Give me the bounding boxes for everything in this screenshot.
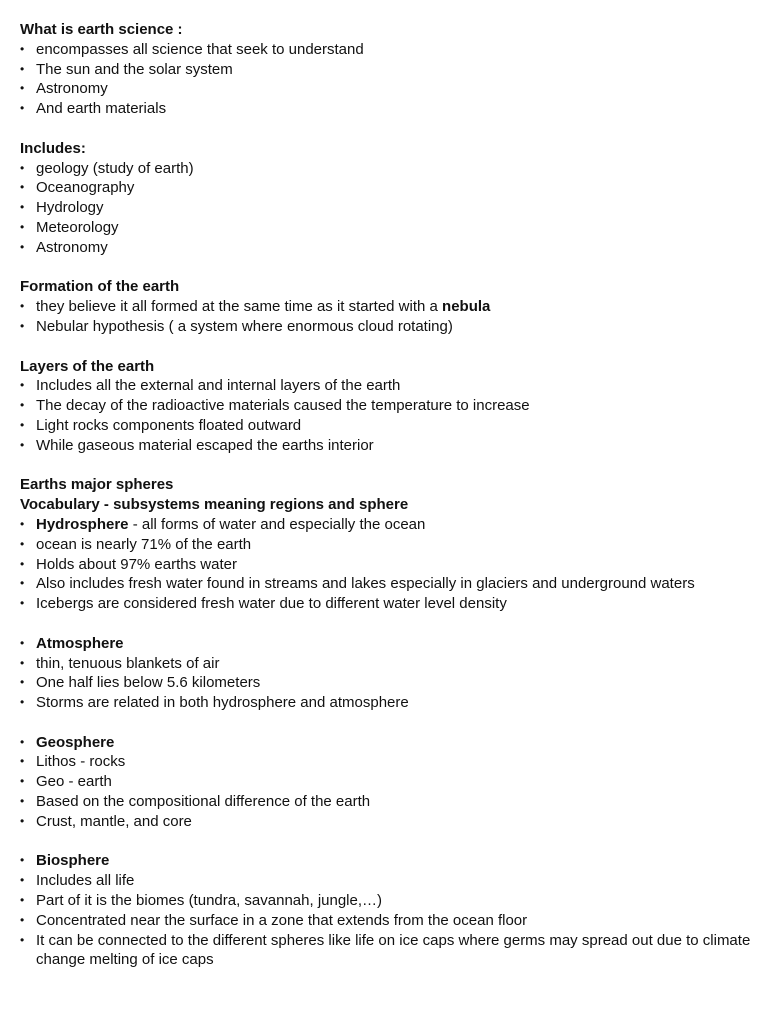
bullet-text: they believe it all formed at the same time as it started with a (36, 298, 443, 316)
bullet-item (20, 871, 755, 891)
bold-term: Atmosphere (36, 634, 124, 652)
bullet-item (20, 178, 755, 198)
bullet-item (20, 772, 755, 792)
bullet-list (20, 159, 755, 258)
section-heading: Layers of the earth (20, 357, 155, 375)
bullet-item (20, 515, 755, 535)
section-heading: What is earth science : (20, 21, 183, 38)
bullet-item (20, 238, 755, 258)
notes-document (20, 20, 755, 970)
note-section (20, 634, 755, 713)
bullet-text: Based on the compositional difference of the earth (36, 793, 371, 811)
bold-term: Hydrosphere (36, 515, 129, 533)
bullet-item (20, 396, 755, 416)
bullet-text: Holds about 97% earths water (36, 555, 237, 573)
bullet-text: thin, tenuous blankets of air (36, 654, 220, 672)
bullet-text: ocean is nearly 71% of the earth (36, 535, 252, 553)
section-heading: Earths major spheres (20, 476, 174, 494)
bullet-item (20, 40, 755, 60)
bullet-item (20, 673, 755, 693)
bullet-text: Astronomy (36, 80, 108, 98)
bullet-list (20, 733, 755, 832)
bullet-item (20, 693, 755, 713)
note-section (20, 357, 755, 456)
bullet-item (20, 792, 755, 812)
bullet-text: Crust, mantle, and core (36, 812, 192, 830)
bullet-text: Concentrated near the surface in a zone that extends from the ocean floor (36, 911, 528, 929)
section-heading: Includes: (20, 139, 86, 157)
bullet-text: The sun and the solar system (36, 60, 233, 78)
bullet-text: Light rocks components floated outward (36, 416, 302, 434)
bullet-list (20, 376, 755, 455)
bullet-text: One half lies below 5.6 kilometers (36, 674, 261, 692)
bullet-text: And earth materials (36, 100, 167, 118)
bold-term: Biosphere (36, 852, 110, 870)
bullet-text: Includes all life (36, 872, 135, 890)
bullet-text: Icebergs are considered fresh water due to different water level density (36, 595, 507, 613)
bullet-text: Also includes fresh water found in streams and lakes especially in glaciers and underground waters (36, 575, 695, 593)
bullet-text: Hydrology (36, 199, 104, 217)
bullet-item (20, 812, 755, 832)
bullet-text: Meteorology (36, 218, 119, 236)
section-gap (20, 713, 755, 733)
bullet-item (20, 891, 755, 911)
bullet-item (20, 654, 755, 674)
bullet-item (20, 851, 755, 871)
section-gap (20, 337, 755, 357)
section-heading: Formation of the earth (20, 278, 180, 296)
bullet-item (20, 416, 755, 436)
bullet-item (20, 931, 755, 971)
section-gap (20, 456, 755, 476)
bullet-text: encompasses all science that seek to understand (36, 40, 364, 58)
note-section (20, 20, 755, 119)
bullet-item (20, 99, 755, 119)
bold-term: Geosphere (36, 733, 115, 751)
bullet-item (20, 198, 755, 218)
bullet-item (20, 79, 755, 99)
bullet-text: geology (study of earth) (36, 159, 194, 177)
bullet-item (20, 376, 755, 396)
section-gap (20, 832, 755, 852)
bullet-text: Nebular hypothesis ( a system where enormous cloud rotating) (36, 317, 453, 335)
bullet-list (20, 297, 755, 337)
note-section (20, 277, 755, 336)
bullet-item (20, 297, 755, 317)
bullet-list (20, 40, 755, 119)
bullet-text: Part of it is the biomes (tundra, savannah, jungle,…) (36, 892, 383, 910)
bullet-list (20, 515, 755, 614)
bullet-item (20, 594, 755, 614)
bullet-text: While gaseous material escaped the earths interior (36, 436, 374, 454)
bullet-item (20, 574, 755, 594)
bullet-text: It can be connected to the different spheres like life on ice caps where germs may spread out due to climate change melting of ice caps (36, 931, 751, 969)
bold-term: nebula (442, 298, 491, 316)
bullet-item (20, 535, 755, 555)
bullet-item (20, 911, 755, 931)
note-section (20, 475, 755, 614)
bullet-item (20, 634, 755, 654)
bullet-list (20, 851, 755, 970)
bullet-text: Astronomy (36, 238, 108, 256)
bullet-item (20, 555, 755, 575)
bullet-text: - all forms of water and especially the ocean (128, 515, 426, 533)
bullet-text: Includes all the external and internal layers of the earth (36, 377, 401, 395)
section-gap (20, 614, 755, 634)
bullet-text: Storms are related in both hydrosphere and atmosphere (36, 694, 409, 712)
bullet-text: Geo - earth (36, 773, 112, 791)
section-gap (20, 258, 755, 278)
bullet-item (20, 218, 755, 238)
bullet-item (20, 752, 755, 772)
section-gap (20, 119, 755, 139)
bullet-item (20, 436, 755, 456)
bullet-item (20, 317, 755, 337)
bullet-item (20, 733, 755, 753)
bullet-text: Oceanography (36, 179, 135, 197)
bullet-list (20, 634, 755, 713)
bullet-text: The decay of the radioactive materials caused the temperature to increase (36, 397, 530, 415)
note-section (20, 139, 755, 258)
bullet-item (20, 60, 755, 80)
section-heading: Vocabulary - subsystems meaning regions and sphere (20, 496, 409, 514)
bullet-text: Lithos - rocks (36, 753, 126, 771)
note-section (20, 851, 755, 970)
note-section (20, 733, 755, 832)
bullet-item (20, 159, 755, 179)
